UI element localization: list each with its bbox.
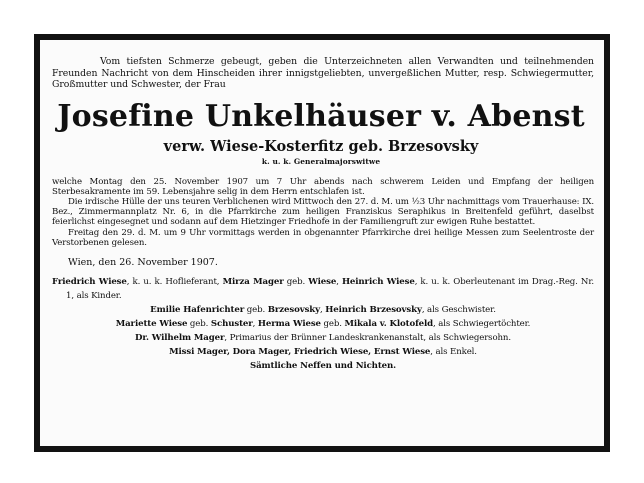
mourner-name: Mirza Mager bbox=[222, 276, 284, 287]
mourner-text: , bbox=[320, 304, 326, 315]
mourner-text: , k. u. k. Oberleutenant im Drag.-Reg. Nr. 1, als Kinder. bbox=[66, 276, 594, 301]
mourner-name: Heinrich Wiese bbox=[341, 276, 415, 287]
mourner-name: Heinrich Brzesovsky bbox=[325, 304, 422, 315]
obituary-frame bbox=[34, 34, 610, 452]
mourners-son-in-law bbox=[52, 331, 594, 345]
deceased-title: k. u. k. Generalmajorswitwe bbox=[261, 156, 381, 166]
mourners-children bbox=[52, 275, 594, 303]
mourner-name: Mariette Wiese bbox=[115, 318, 188, 329]
mourners-siblings bbox=[52, 303, 594, 317]
mourner-name: Herma Wiese bbox=[257, 318, 321, 329]
funeral-paragraph: Die irdische Hülle der uns teuren Verblichenen wird Mittwoch den 27. d. M. um ½3 Uhr nachmittags vom Trauerhause: IX. Bez., Zimmermannplatz Nr. 6, in die Pfarrkirche zum heiligen Franziskus Seraphikus in Breitenfeld geführt, daselbst feierlichst eingesegnet und sodann auf dem Hietzinger Friedhofe in der Familiengruft zur ewigen Ruhe bestattet. bbox=[52, 196, 594, 228]
intro-paragraph: Vom tiefsten Schmerze gebeugt, geben die Unterzeichneten allen Verwandten und teilnehmenden Freunden Nachricht von dem Hinscheiden ihrer innigstgeliebten, unvergeßlichen Mutter, resp. Schwiegermutter, Großmutter und Schwester, der Frau bbox=[52, 56, 594, 90]
deceased-name: Josefine Unkelhäuser v. Abenst bbox=[57, 98, 585, 134]
mourner-name: Dr. Wilhelm Mager bbox=[135, 332, 225, 343]
place-date: Wien, den 26. November 1907. bbox=[68, 256, 218, 268]
mourner-text: geb. bbox=[283, 276, 309, 287]
mourner-name: Mikala v. Klotofeld bbox=[344, 318, 434, 329]
mourners-nephews-nieces bbox=[52, 359, 594, 373]
mourner-text: , bbox=[252, 318, 258, 329]
mourners-daughters-in-law bbox=[52, 317, 594, 331]
mourner-name: Schuster bbox=[210, 318, 253, 329]
obituary-body bbox=[52, 177, 594, 248]
mourner-text: , Primarius der Brünner Landeskrankenanstalt, als Schwiegersohn. bbox=[224, 332, 511, 343]
mourner-name: Wiese bbox=[308, 276, 337, 287]
mass-paragraph: Freitag den 29. d. M. um 9 Uhr vormittags werden in obgenannter Pfarrkirche drei heilige Messen zum Seelentroste der Verstorbenen gelesen. bbox=[52, 227, 594, 248]
mourner-text: , als Enkel. bbox=[430, 346, 477, 357]
mourner-text: , als Geschwister. bbox=[421, 304, 496, 315]
mourner-name: Sämtliche Neffen und Nichten. bbox=[249, 360, 397, 371]
mourner-text: , k. u. k. Hoflieferant, bbox=[126, 276, 223, 287]
mourner-text: geb. bbox=[244, 304, 268, 315]
death-paragraph: welche Montag den 25. November 1907 um 7 Uhr abends nach schwerem Leiden und Empfang der heiligen Sterbesakramente im 59. Lebensjahre selig in dem Herrn entschlafen ist. bbox=[52, 176, 594, 197]
mourner-name: Emilie Hafenrichter bbox=[150, 304, 245, 315]
mourner-name: Brzesovsky bbox=[267, 304, 321, 315]
mourner-text: geb. bbox=[320, 318, 345, 329]
mourner-text: geb. bbox=[187, 318, 211, 329]
mourner-text: , bbox=[336, 276, 342, 287]
mourner-text: , als Schwiegertöchter. bbox=[433, 318, 531, 329]
mourner-name: Missi Mager, Dora Mager, Friedrich Wiese, Ernst Wiese bbox=[169, 346, 431, 357]
obituary-content bbox=[48, 56, 594, 438]
deceased-subtitle: verw. Wiese-Kosterfitz geb. Brzesovsky bbox=[163, 137, 479, 155]
mourners-grandchildren bbox=[52, 345, 594, 359]
mourners-list bbox=[52, 275, 594, 373]
mourner-name: Friedrich Wiese bbox=[52, 276, 127, 287]
